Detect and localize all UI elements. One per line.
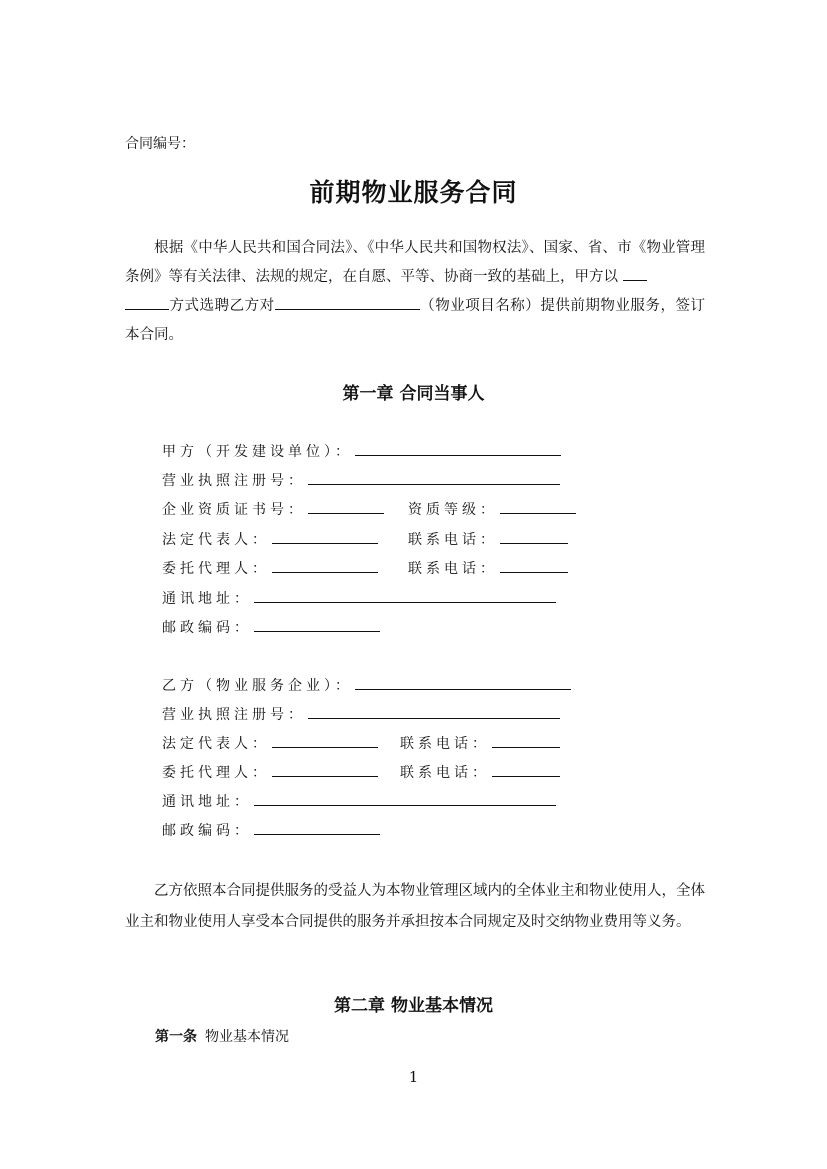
party-a-address-blank — [254, 588, 556, 603]
party-a-name-blank — [355, 441, 561, 456]
party-a-postcode-label: 邮政编码： — [162, 620, 252, 636]
project-name-blank — [275, 294, 420, 310]
contract-number-label: 合同编号： — [125, 136, 195, 152]
party-b-legal-rep-label: 法定代表人： — [162, 736, 270, 752]
party-a-license-blank — [308, 470, 560, 485]
party-b-postcode-blank — [254, 820, 380, 835]
party-a-phone2-label: 联系电话： — [408, 561, 498, 577]
party-b-phone2-blank — [492, 762, 560, 777]
party-b-license-label: 营业执照注册号： — [162, 707, 306, 723]
beneficiary-paragraph — [125, 876, 705, 938]
party-a-qualification-cert-label: 企业资质证书号： — [162, 502, 306, 518]
party-b-postcode-row — [162, 820, 380, 840]
party-b-heading: 乙方（物业服务企业）： — [162, 678, 353, 694]
chapter-1-title: 第一章 合同当事人 — [342, 384, 485, 404]
beneficiary-text: 乙方依照本合同提供服务的受益人为本物业管理区域内的全体业主和物业使用人，全体业主和物业使用人享受本合同提供的服务并承担按本合同规定及时交纳物业费用等义务。 — [125, 883, 705, 930]
party-b-address-blank — [254, 791, 556, 806]
party-b-agent-label: 委托代理人： — [162, 765, 270, 781]
page-number: 1 — [408, 1068, 419, 1086]
party-a-postcode-blank — [254, 617, 380, 632]
party-a-phone1-label: 联系电话： — [408, 532, 498, 548]
party-b-address-row — [162, 791, 556, 811]
party-b-license-row — [162, 704, 560, 724]
party-a-phone1-blank — [500, 529, 568, 544]
intro-paragraph — [125, 234, 705, 350]
party-b-heading-row — [162, 675, 571, 695]
party-b-legal-rep-row — [162, 733, 582, 753]
party-a-qualification-row — [162, 499, 582, 519]
party-a-agent-label: 委托代理人： — [162, 561, 270, 577]
party-b-agent-blank — [272, 762, 378, 777]
party-a-qualification-cert-blank — [308, 499, 384, 514]
page-title: 前期物业服务合同 — [309, 178, 518, 207]
party-a-agent-row — [162, 558, 582, 578]
party-a-address-row — [162, 588, 556, 608]
party-a-qualification-level-label: 资质等级： — [408, 502, 498, 518]
party-b-agent-row — [162, 762, 582, 782]
party-a-agent-blank — [272, 558, 378, 573]
party-a-phone2-blank — [500, 558, 568, 573]
party-b-name-blank — [355, 675, 571, 690]
party-b-address-label: 通讯地址： — [162, 794, 252, 810]
intro-text-part2: 方式选聘乙方对 — [169, 298, 275, 314]
party-b-phone1-label: 联系电话： — [400, 736, 490, 752]
intro-text-part3: （物业项目名称）提供前期物业服务，签订本合同。 — [125, 298, 706, 343]
intro-text-part1: 根据《中华人民共和国合同法》、《中华人民共和国物权法》、国家、省、市《物业管理条例》等有关法律、法规的规定，在自愿、平等、协商一致的基础上，甲方以 — [125, 240, 705, 285]
article-1-heading — [155, 1026, 289, 1046]
party-b-license-blank — [308, 704, 560, 719]
party-a-license-row — [162, 470, 560, 490]
party-a-legal-rep-label: 法定代表人： — [162, 532, 270, 548]
chapter-2-title: 第二章 物业基本情况 — [334, 996, 493, 1016]
party-a-legal-rep-blank — [272, 529, 378, 544]
article-1-number: 第一条 — [155, 1029, 197, 1045]
party-a-heading-row — [162, 441, 561, 461]
party-b-postcode-label: 邮政编码： — [162, 823, 252, 839]
party-a-legal-rep-row — [162, 529, 582, 549]
selection-method-blank-cont — [125, 294, 169, 310]
selection-method-blank — [623, 265, 647, 281]
party-a-license-label: 营业执照注册号： — [162, 473, 306, 489]
party-a-qualification-level-blank — [500, 499, 576, 514]
article-1-title: 物业基本情况 — [205, 1029, 289, 1045]
party-a-postcode-row — [162, 617, 380, 637]
party-b-phone1-blank — [492, 733, 560, 748]
party-a-heading: 甲方（开发建设单位）： — [162, 444, 353, 460]
party-b-phone2-label: 联系电话： — [400, 765, 490, 781]
party-a-address-label: 通讯地址： — [162, 591, 252, 607]
party-b-legal-rep-blank — [272, 733, 378, 748]
